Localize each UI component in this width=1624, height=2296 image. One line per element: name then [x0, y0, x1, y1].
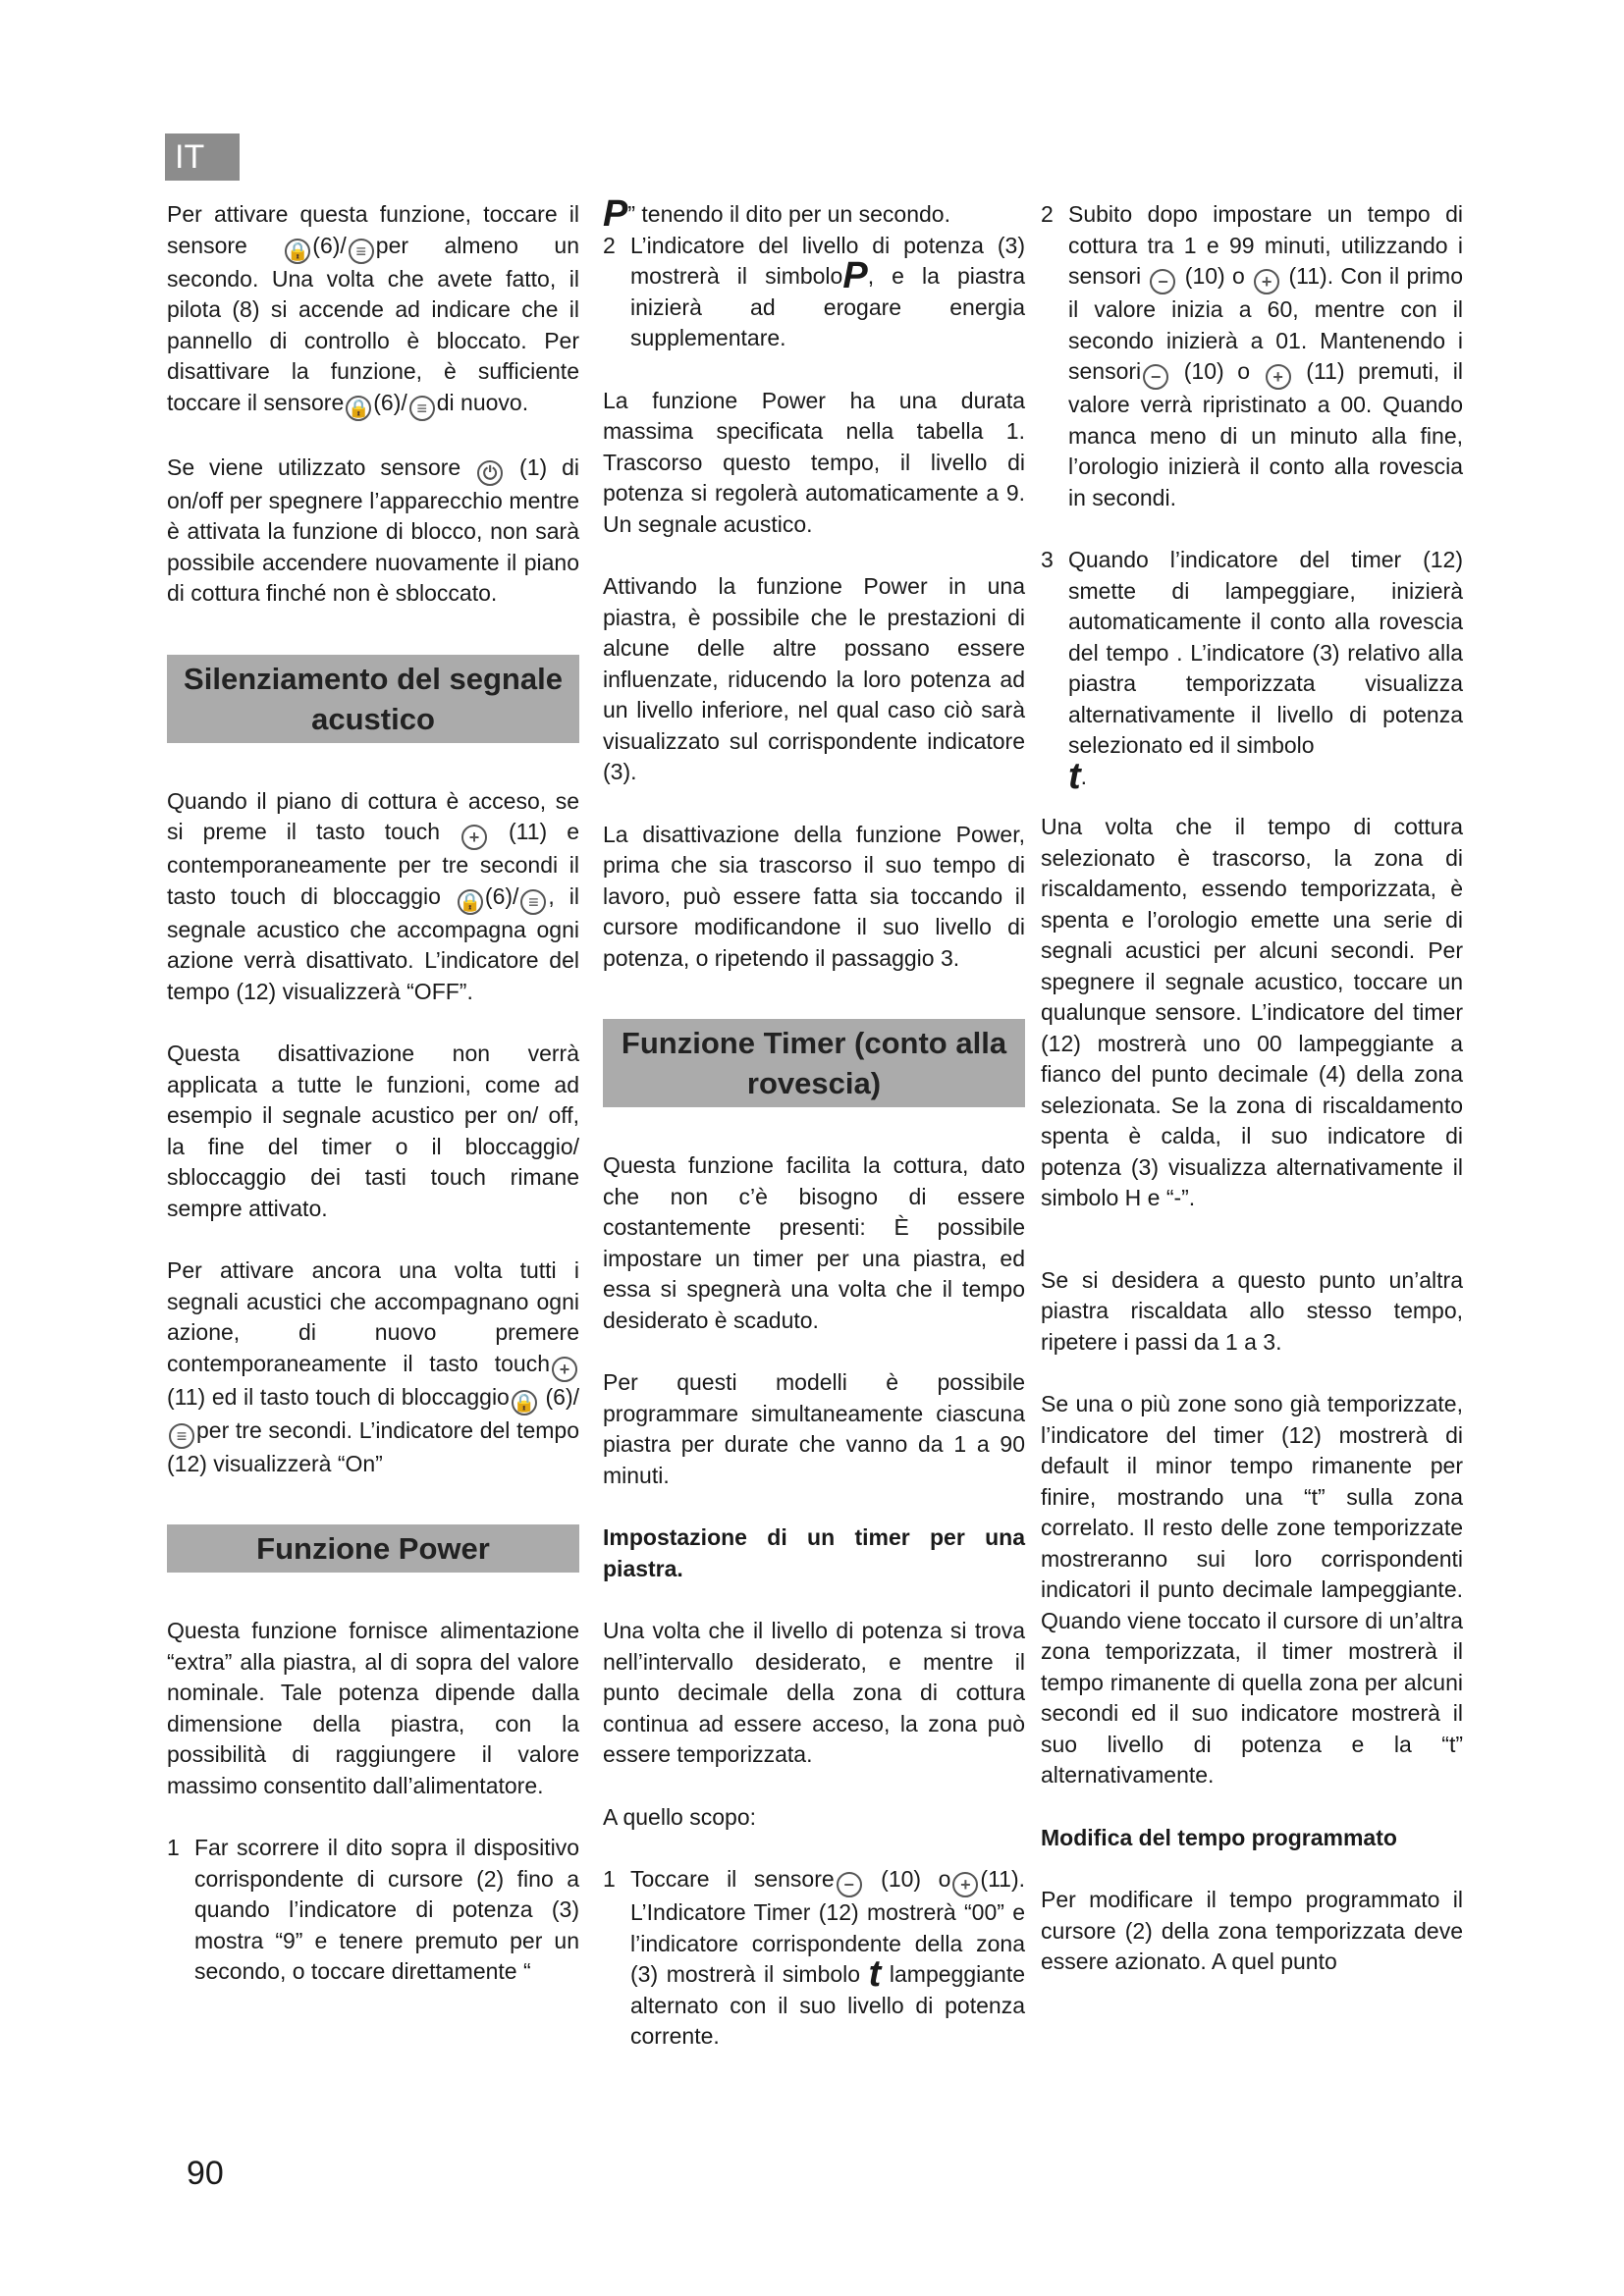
paragraph: Per modificare il tempo programmato il cursore (2) della zona temporizzata deve essere azionato. A quel punto: [1041, 1887, 1463, 1974]
paragraph: Per questi modelli è possibile programmare simultaneamente ciascuna piastra per durate che vanno da 1 a 90 minuti.: [603, 1369, 1025, 1488]
lock-icon: ≡: [169, 1423, 194, 1449]
column-2: [603, 193, 1026, 2053]
numbered-step: 3 Quando l’indicatore del timer (12) smette di lampeggiare, inizierà automaticamente il conto alla rovescia del tempo . L’indicatore (3) relativo alla piastra temporizzata visualizza alternativamente il livello di potenza selezionato ed il simbolo t.: [1041, 547, 1463, 797]
lock-icon: ≡: [349, 239, 374, 264]
plus-icon: +: [552, 1357, 577, 1382]
language-badge: IT: [165, 133, 240, 181]
paragraph: Questa disattivazione non verrà applicata a tutte le funzioni, come ad esempio il segnale acustico per on/ off, la fine del timer o il bloccaggio/ sbloccaggio dei tasti touch rimane sempre attivato.: [167, 1041, 579, 1221]
timer-symbol: t: [1068, 755, 1081, 797]
plus-icon: +: [1266, 364, 1291, 390]
timer-symbol: t: [868, 1953, 882, 1995]
subheading: Impostazione di un timer per una piastra.: [603, 1524, 1025, 1581]
power-icon: ⏻: [477, 460, 503, 486]
plus-icon: +: [461, 825, 487, 850]
section-heading: Silenziamento del segnale acustico: [167, 655, 579, 743]
column-1: [167, 199, 579, 1988]
section-heading: Funzione Timer (conto alla rovescia): [603, 1019, 1025, 1107]
numbered-step: 2 Subito dopo impostare un tempo di cottura tra 1 e 99 minuti, utilizzando i sensori − (10) o + (11). Con il primo il valore inizia a 60, mentre con il secondo inizierà a 01. Mantenendo i sensori − (10) o + (11) premuti, il valore verrà ripristinato a 00. Quando manca meno di un minuto alla fine, l’orologio inizierà il conto alla rovescia in secondi.: [1041, 201, 1463, 510]
paragraph: Per attivare questa funzione, toccare il sensore 🔒 (6)/ ≡ per almeno un secondo. Una volta che avete fatto, il pilota (8) si accende ad indicare che il pannello di controllo è bloccato. Per disattivare la funzione, è sufficiente toccare il sensore 🔒 (6)/ ≡ di nuovo.: [167, 199, 579, 421]
plus-icon: +: [1254, 269, 1279, 294]
lock-icon: 🔒: [512, 1390, 537, 1415]
subheading: Modifica del tempo programmato: [1041, 1824, 1397, 1850]
plus-icon: +: [952, 1872, 978, 1897]
paragraph: La disattivazione della funzione Power, prima che sia trascorso il suo tempo di lavoro, può essere fatta sia toccando il cursore modificandone il suo livello di potenza, o ripetendo il passaggio 3.: [603, 821, 1025, 971]
minus-icon: −: [837, 1872, 862, 1897]
minus-icon: −: [1143, 364, 1168, 390]
paragraph: Se una o più zone sono già temporizzate, l’indicatore del timer (12) mostrerà di default il minor tempo rimanente per finire, mostrando una “t” sulla zona correlato. Il resto delle zone temporizzate mostreranno sui loro corrispondenti indicatori il punto decimale lampeggiante. Quando viene toccato il cursore di un’altra zona temporizzata, il timer mostrerà il tempo rimanente di quella zona per alcuni secondi ed il suo indicatore mostrerà il suo livello di potenza e la “t” alternativamente.: [1041, 1391, 1463, 1788]
paragraph: A quello scopo:: [603, 1803, 757, 1830]
paragraph: Se viene utilizzato sensore ⏻ (1) di on/off per spegnere l’apparecchio mentre è attivata la funzione di blocco, non sarà possibile accendere nuovamente il piano di cottura finché non è sbloccato.: [167, 454, 579, 606]
lock-icon: 🔒: [285, 239, 310, 264]
numbered-step: 2 L’indicatore del livello di potenza (3) mostrerà il simboloP, e la piastra inizierà ad erogare energia supplementare.: [603, 232, 1025, 350]
power-boost-symbol: P: [603, 193, 628, 235]
paragraph: Attivando la funzione Power in una piastra, è possibile che le prestazioni di alcune delle altre possano essere influenzate, riducendo la loro potenza ad un livello inferiore, nel qual caso ciò sarà visualizzato sul corrispondente indicatore (3).: [603, 573, 1025, 784]
column-3: [1041, 199, 1463, 1978]
minus-icon: −: [1150, 269, 1175, 294]
numbered-step: 1 Toccare il sensore − (10) o + (11). L’Indicatore Timer (12) mostrerà “00” e l’indicatore corrispondente della zona (3) mostrerà il simbolo t lampeggiante alternato con il suo livello di potenza corrente.: [603, 1866, 1026, 2049]
paragraph: Se si desidera a questo punto un’altra piastra riscaldata allo stesso tempo, ripetere i passi da 1 a 3.: [1041, 1266, 1463, 1355]
paragraph: La funzione Power ha una durata massima specificata nella tabella 1. Trascorso questo tempo, il livello di potenza si regolerà automaticamente a 9. Un segnale acustico.: [603, 387, 1025, 537]
lock-icon: 🔒: [346, 396, 371, 421]
paragraph: P” tenendo il dito per un secondo.: [603, 193, 950, 235]
lock-icon: 🔒: [458, 889, 483, 915]
page-number: 90: [187, 2155, 224, 2192]
section-heading: Funzione Power: [167, 1524, 579, 1573]
numbered-step: 1 Far scorrere il dito sopra il dispositivo corrispondente di cursore (2) fino a quando l’indicatore di potenza (3) mostra “9” e tenere premuto per un secondo, o toccare direttamente “: [167, 1835, 579, 1984]
paragraph: Una volta che il tempo di cottura selezionato è trascorso, la zona di riscaldamento, essendo temporizzata, è spenta e l’orologio emette una serie di segnali acustici per alcuni secondi. Per spegnere il segnale acustico, toccare un qualunque sensore. L’indicatore del timer (12) mostrerà uno 00 lampeggiante a fianco del punto decimale (4) della zona selezionata. Se la zona di riscaldamento spenta è calda, il suo indicatore di potenza (3) visualizza alternativamente il simbolo H e “-”.: [1041, 814, 1463, 1210]
paragraph: Questa funzione fornisce alimentazione “extra” alla piastra, al di sopra del valore nominale. Tale potenza dipende dalla dimensione della piastra, con la possibilità di raggiungere il valore massimo consentito dall’alimentatore.: [167, 1618, 579, 1798]
paragraph: Questa funzione facilita la cottura, dato che non c’è bisogno di essere costantemente presenti: È possibile impostare un timer per una piastra, ed essa si spegnerà una volta che il tempo desiderato è scaduto.: [603, 1152, 1025, 1333]
paragraph: Quando il piano di cottura è acceso, se si preme il tasto touch + (11) e contemporaneamente per tre secondi il tasto touch di bloccaggio 🔒 (6)/ ≡ , il segnale acustico che accompagna ogni azione verrà disattivato. L’indicatore del tempo (12) visualizzerà “OFF”.: [167, 787, 580, 1004]
lock-icon: ≡: [409, 396, 435, 421]
power-boost-symbol: P: [842, 255, 868, 296]
lock-icon: ≡: [520, 889, 546, 915]
paragraph: Una volta che il livello di potenza si trova nell’intervallo desiderato, e mentre il punto decimale della zona di cottura continua ad essere acceso, la zona può essere temporizzata.: [603, 1618, 1025, 1767]
paragraph: Per attivare ancora una volta tutti i segnali acustici che accompagnano ogni azione, di nuovo premere contemporaneamente il tasto touch + (11) ed il tasto touch di bloccaggio 🔒 (6)/≡ per tre secondi. L’indicatore del tempo (12) visualizzerà “On”: [167, 1257, 580, 1476]
